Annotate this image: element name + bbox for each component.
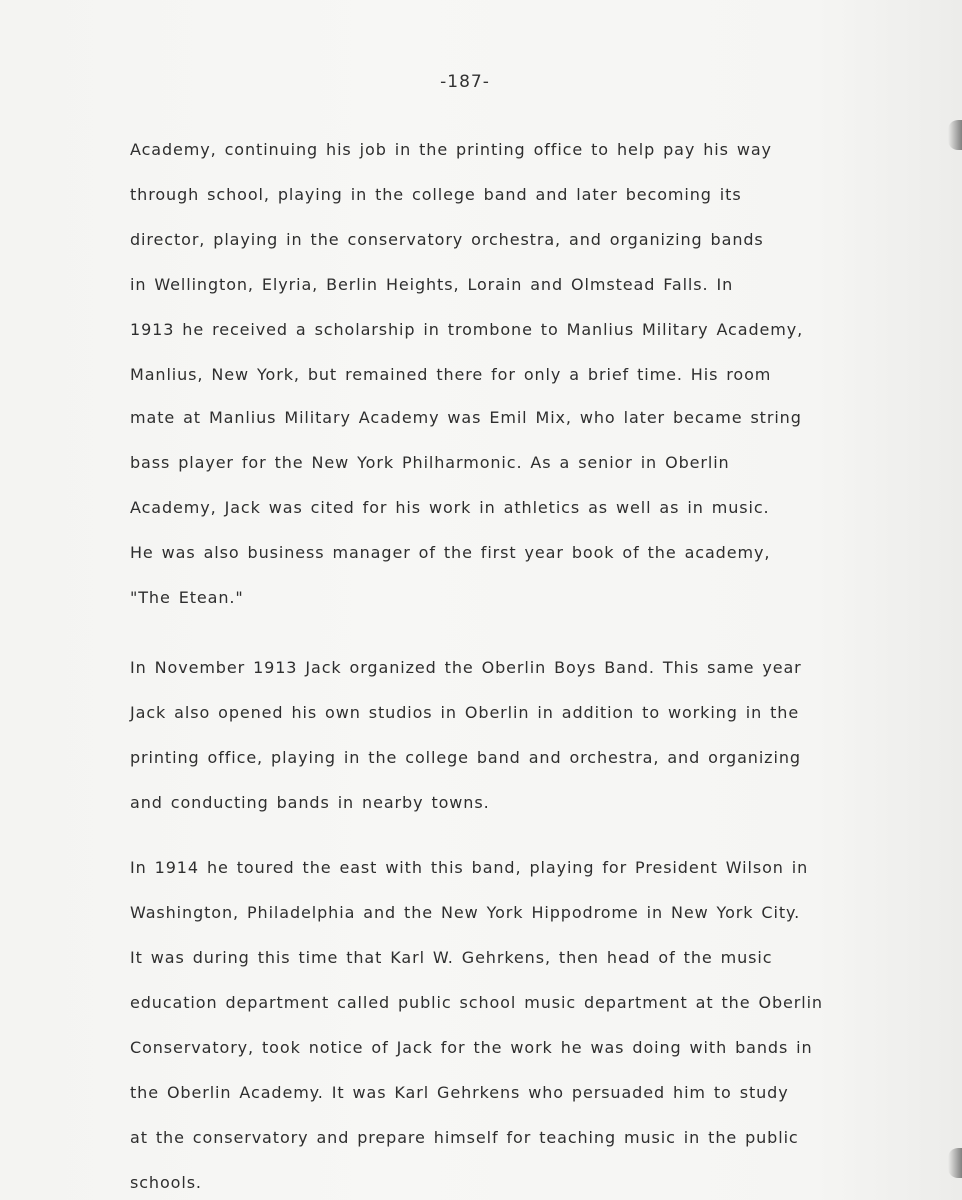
paragraph-line: Academy, continuing his job in the printing office to help pay his way [130,140,772,159]
paragraph-line: Conservatory, took notice of Jack for the work he was doing with bands in [130,1038,813,1057]
paragraph-line: In 1914 he toured the east with this band, playing for President Wilson in [130,858,809,877]
paragraph-line: He was also business manager of the first year book of the academy, [130,543,771,562]
paragraph-line: the Oberlin Academy. It was Karl Gehrkens who persuaded him to study [130,1083,789,1102]
paragraph-line: Washington, Philadelphia and the New York Hippodrome in New York City. [130,903,801,922]
paragraph-line: at the conservatory and prepare himself for teaching music in the public [130,1128,799,1147]
paragraph-line: Academy, Jack was cited for his work in athletics as well as in music. [130,498,770,517]
paragraph-line: Jack also opened his own studios in Oberlin in addition to working in the [130,703,800,722]
paragraph-line: In November 1913 Jack organized the Oberlin Boys Band. This same year [130,658,802,677]
paragraph-line: through school, playing in the college band and later becoming its [130,185,742,204]
paragraph-line: and conducting bands in nearby towns. [130,793,490,812]
paragraph-line: in Wellington, Elyria, Berlin Heights, Lorain and Olmstead Falls. In [130,275,734,294]
paragraph-line: mate at Manlius Military Academy was Emil Mix, who later became string [130,408,802,427]
paragraph-line: "The Etean." [130,588,244,607]
paragraph-line: 1913 he received a scholarship in trombone to Manlius Military Academy, [130,320,804,339]
paragraph-line: Manlius, New York, but remained there for only a brief time. His room [130,365,772,384]
paragraph-line: printing office, playing in the college band and orchestra, and organizing [130,748,801,767]
paragraph-line: director, playing in the conservatory orchestra, and organizing bands [130,230,764,249]
paragraph-line: education department called public school music department at the Oberlin [130,993,823,1012]
binding-hole-shadow [948,1148,962,1178]
paragraph-line: schools. [130,1173,202,1192]
paragraph-line: bass player for the New York Philharmonic. As a senior in Oberlin [130,453,730,472]
page-number: -187- [440,72,490,92]
paragraph-line: It was during this time that Karl W. Gehrkens, then head of the music [130,948,773,967]
binding-hole-shadow [948,120,962,150]
